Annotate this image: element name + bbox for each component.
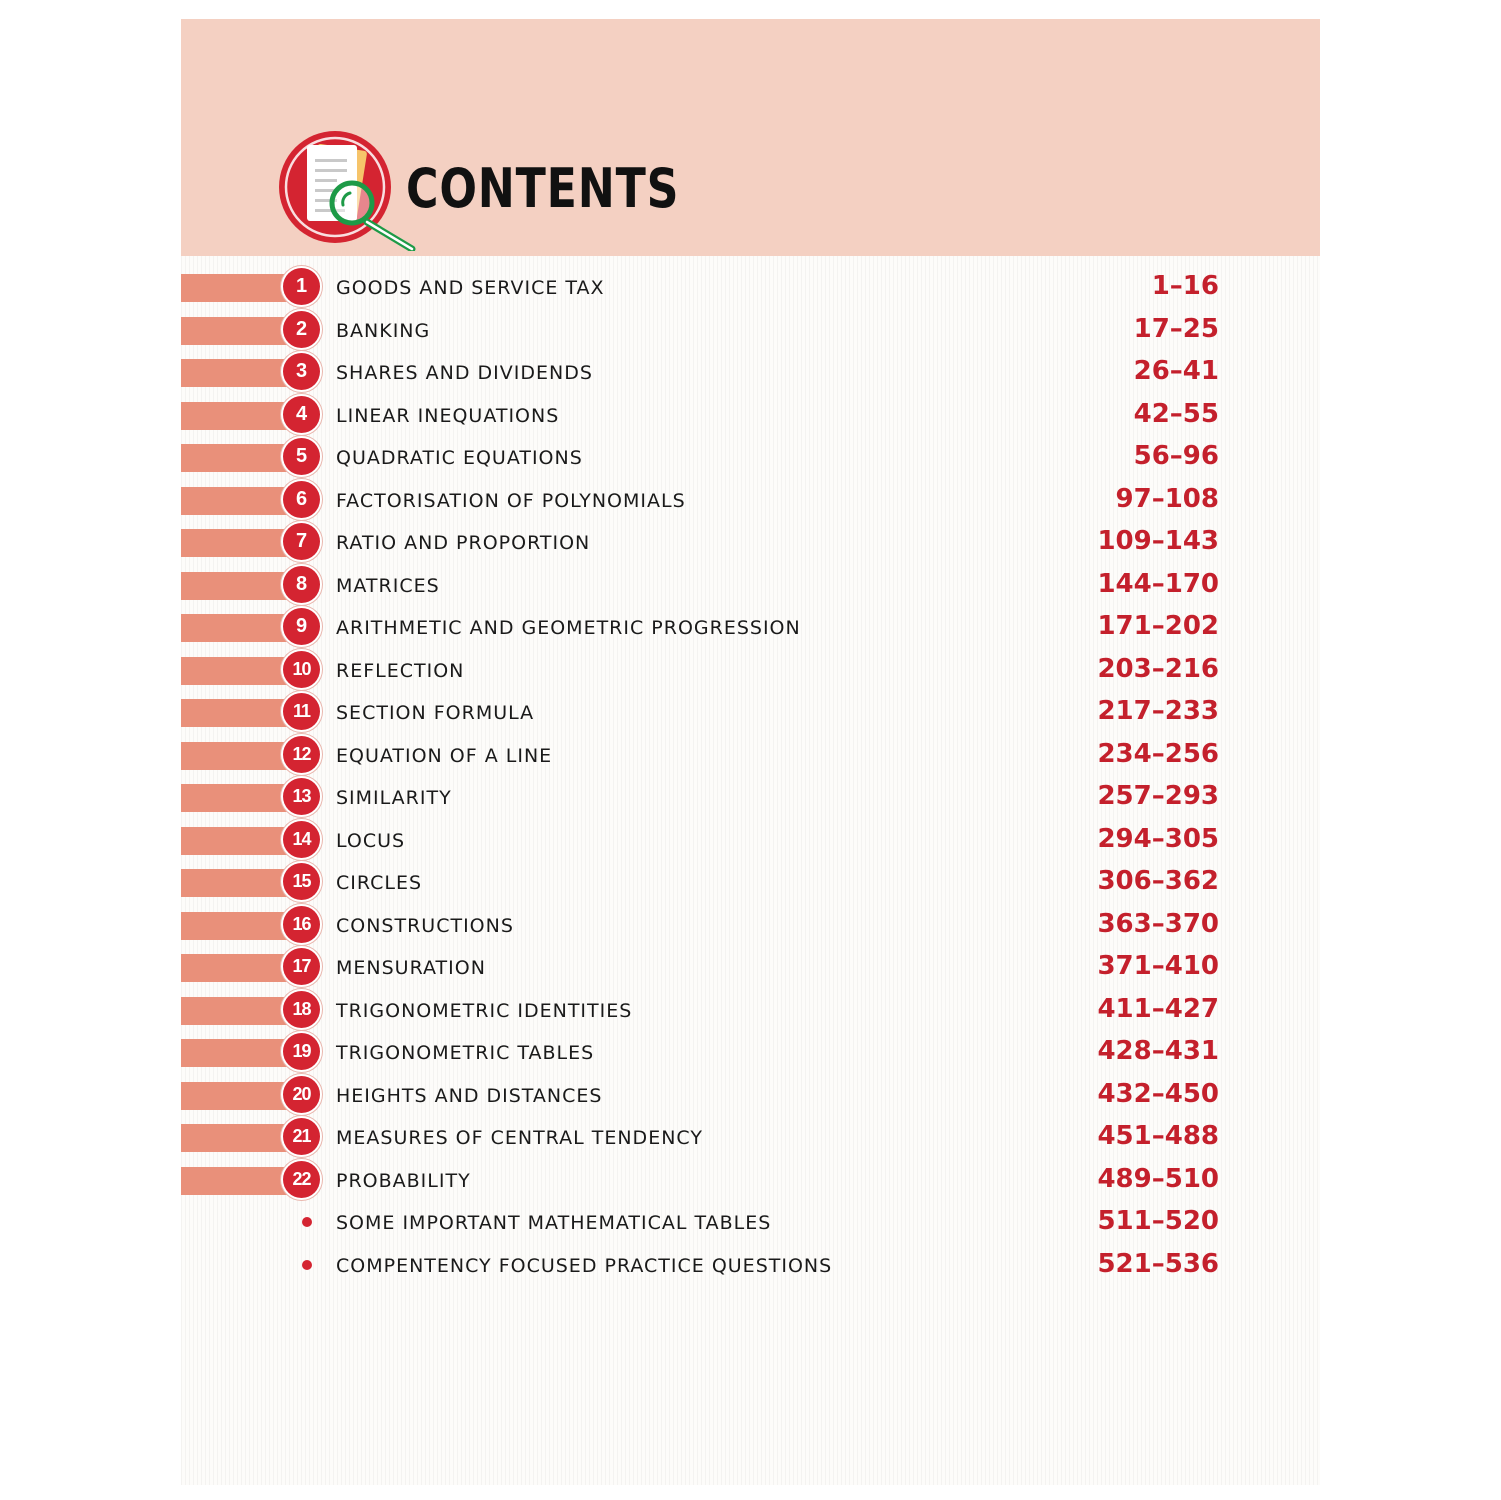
chapter-page-range: 451–488 — [1097, 1121, 1219, 1151]
chapter-row[interactable] — [181, 734, 1320, 776]
chapter-page-range: 411–427 — [1097, 993, 1219, 1024]
chapter-row[interactable] — [181, 649, 1320, 691]
chapter-title[interactable]: PROBABILITY — [336, 1169, 471, 1192]
chapter-page-range: 56–96 — [1133, 441, 1219, 471]
chapter-ribbon — [181, 529, 289, 557]
contents-page — [181, 19, 1320, 1485]
chapter-page-range: 1–16 — [1151, 271, 1219, 301]
chapter-number-badge: 19 — [283, 1033, 320, 1070]
chapter-title[interactable]: MATRICES — [336, 574, 440, 597]
chapter-title[interactable]: GOODS AND SERVICE TAX — [336, 277, 605, 299]
chapter-number-badge: 20 — [283, 1076, 320, 1113]
chapter-title[interactable]: CONSTRUCTIONS — [336, 914, 514, 937]
chapter-title[interactable]: MEASURES OF CENTRAL TENDENCY — [336, 1127, 703, 1149]
chapter-number-badge: 21 — [283, 1118, 320, 1155]
chapter-ribbon — [181, 487, 289, 515]
chapter-row[interactable] — [181, 479, 1320, 521]
chapter-row[interactable] — [181, 1116, 1320, 1158]
extra-page-range: 521–536 — [1097, 1248, 1219, 1279]
chapter-number-badge: 2 — [283, 311, 320, 348]
page-title: CONTENTS — [406, 157, 680, 220]
chapter-ribbon — [181, 317, 289, 345]
chapter-number-badge: 13 — [283, 778, 320, 815]
chapter-row[interactable] — [181, 691, 1320, 733]
chapter-page-range: 428–431 — [1097, 1036, 1219, 1066]
chapter-ribbon — [181, 572, 289, 600]
chapter-ribbon — [181, 274, 289, 302]
chapter-page-range: 144–170 — [1097, 568, 1219, 599]
chapter-row[interactable] — [181, 1159, 1320, 1201]
chapter-title[interactable]: TRIGONOMETRIC IDENTITIES — [336, 999, 633, 1022]
chapter-title[interactable]: LINEAR INEQUATIONS — [336, 404, 560, 427]
chapter-ribbon — [181, 997, 289, 1025]
chapter-number-badge: 6 — [283, 481, 320, 518]
chapter-ribbon — [181, 827, 289, 855]
chapter-number-badge: 9 — [283, 608, 320, 645]
chapter-page-range: 306–362 — [1097, 866, 1219, 896]
chapter-row[interactable] — [181, 776, 1320, 818]
chapter-ribbon — [181, 1124, 289, 1152]
chapter-title[interactable]: LOCUS — [336, 829, 406, 852]
chapter-title[interactable]: RATIO AND PROPORTION — [336, 532, 591, 554]
chapter-row[interactable] — [181, 564, 1320, 606]
chapter-page-range: 234–256 — [1097, 738, 1219, 769]
chapter-title[interactable]: TRIGONOMETRIC TABLES — [336, 1042, 595, 1064]
chapter-number-badge: 17 — [283, 948, 320, 985]
chapter-page-range: 432–450 — [1097, 1078, 1219, 1109]
chapter-title[interactable]: ARITHMETIC AND GEOMETRIC PROGRESSION — [336, 617, 801, 639]
chapter-row[interactable] — [181, 521, 1320, 563]
chapter-number-badge: 16 — [283, 906, 320, 943]
chapter-ribbon — [181, 742, 289, 770]
chapter-title[interactable]: SECTION FORMULA — [336, 702, 535, 724]
chapter-page-range: 489–510 — [1097, 1163, 1219, 1194]
chapter-ribbon — [181, 1039, 289, 1067]
chapter-page-range: 217–233 — [1097, 696, 1219, 726]
bullet-icon — [302, 1260, 312, 1270]
chapter-number-badge: 4 — [283, 396, 320, 433]
chapter-page-range: 203–216 — [1097, 653, 1219, 684]
chapter-title[interactable]: BANKING — [336, 319, 431, 342]
chapter-number-badge: 7 — [283, 523, 320, 560]
chapter-ribbon — [181, 699, 289, 727]
chapter-number-badge: 11 — [283, 693, 320, 730]
chapter-title[interactable]: CIRCLES — [336, 872, 423, 894]
chapter-ribbon — [181, 359, 289, 387]
chapter-number-badge: 3 — [283, 353, 320, 390]
chapter-row[interactable] — [181, 989, 1320, 1031]
chapter-page-range: 371–410 — [1097, 951, 1219, 981]
chapter-row[interactable] — [181, 266, 1320, 308]
chapter-ribbon — [181, 1082, 289, 1110]
chapter-row[interactable] — [181, 861, 1320, 903]
chapter-row[interactable] — [181, 394, 1320, 436]
chapter-page-range: 97–108 — [1115, 483, 1219, 514]
chapter-page-range: 294–305 — [1097, 823, 1219, 854]
chapter-page-range: 42–55 — [1133, 398, 1219, 429]
chapter-ribbon — [181, 784, 289, 812]
chapter-ribbon — [181, 444, 289, 472]
chapter-number-badge: 5 — [283, 438, 320, 475]
chapter-page-range: 26–41 — [1133, 356, 1219, 386]
chapter-number-badge: 8 — [283, 566, 320, 603]
chapter-ribbon — [181, 614, 289, 642]
chapter-row[interactable] — [181, 1031, 1320, 1073]
extra-page-range: 511–520 — [1097, 1206, 1219, 1236]
chapter-number-badge: 14 — [283, 821, 320, 858]
extra-row[interactable] — [181, 1244, 1320, 1286]
chapter-title[interactable]: MENSURATION — [336, 957, 486, 979]
chapter-title[interactable]: HEIGHTS AND DISTANCES — [336, 1084, 603, 1107]
chapter-title[interactable]: SIMILARITY — [336, 787, 452, 809]
header-band — [181, 19, 1320, 256]
bullet-icon — [302, 1217, 312, 1227]
chapter-page-range: 17–25 — [1133, 313, 1219, 344]
chapter-ribbon — [181, 912, 289, 940]
chapter-row[interactable] — [181, 904, 1320, 946]
chapter-ribbon — [181, 954, 289, 982]
chapter-row[interactable] — [181, 436, 1320, 478]
chapter-title[interactable]: FACTORISATION OF POLYNOMIALS — [336, 489, 686, 512]
chapter-page-range: 171–202 — [1097, 611, 1219, 641]
chapter-ribbon — [181, 657, 289, 685]
extra-title[interactable]: COMPENTENCY FOCUSED PRACTICE QUESTIONS — [336, 1254, 833, 1277]
chapter-page-range: 363–370 — [1097, 908, 1219, 939]
chapter-title[interactable]: QUADRATIC EQUATIONS — [336, 447, 583, 469]
chapter-number-badge: 18 — [283, 991, 320, 1028]
chapter-number-badge: 1 — [283, 268, 320, 305]
chapter-row[interactable] — [181, 1074, 1320, 1116]
chapter-title[interactable]: SHARES AND DIVIDENDS — [336, 362, 593, 384]
chapter-row[interactable] — [181, 946, 1320, 988]
chapter-title[interactable]: REFLECTION — [336, 659, 465, 682]
chapter-page-range: 257–293 — [1097, 781, 1219, 811]
chapter-row[interactable] — [181, 309, 1320, 351]
chapter-ribbon — [181, 402, 289, 430]
chapter-number-badge: 22 — [283, 1161, 320, 1198]
document-search-icon — [278, 131, 426, 251]
chapter-ribbon — [181, 869, 289, 897]
chapter-row[interactable] — [181, 606, 1320, 648]
chapter-number-badge: 12 — [283, 736, 320, 773]
chapter-page-range: 109–143 — [1097, 526, 1219, 556]
chapter-row[interactable] — [181, 819, 1320, 861]
extra-title[interactable]: SOME IMPORTANT MATHEMATICAL TABLES — [336, 1212, 772, 1234]
chapter-title[interactable]: EQUATION OF A LINE — [336, 744, 553, 767]
chapter-row[interactable] — [181, 351, 1320, 393]
chapter-ribbon — [181, 1167, 289, 1195]
chapter-number-badge: 10 — [283, 651, 320, 688]
chapter-number-badge: 15 — [283, 863, 320, 900]
extra-row[interactable] — [181, 1201, 1320, 1243]
